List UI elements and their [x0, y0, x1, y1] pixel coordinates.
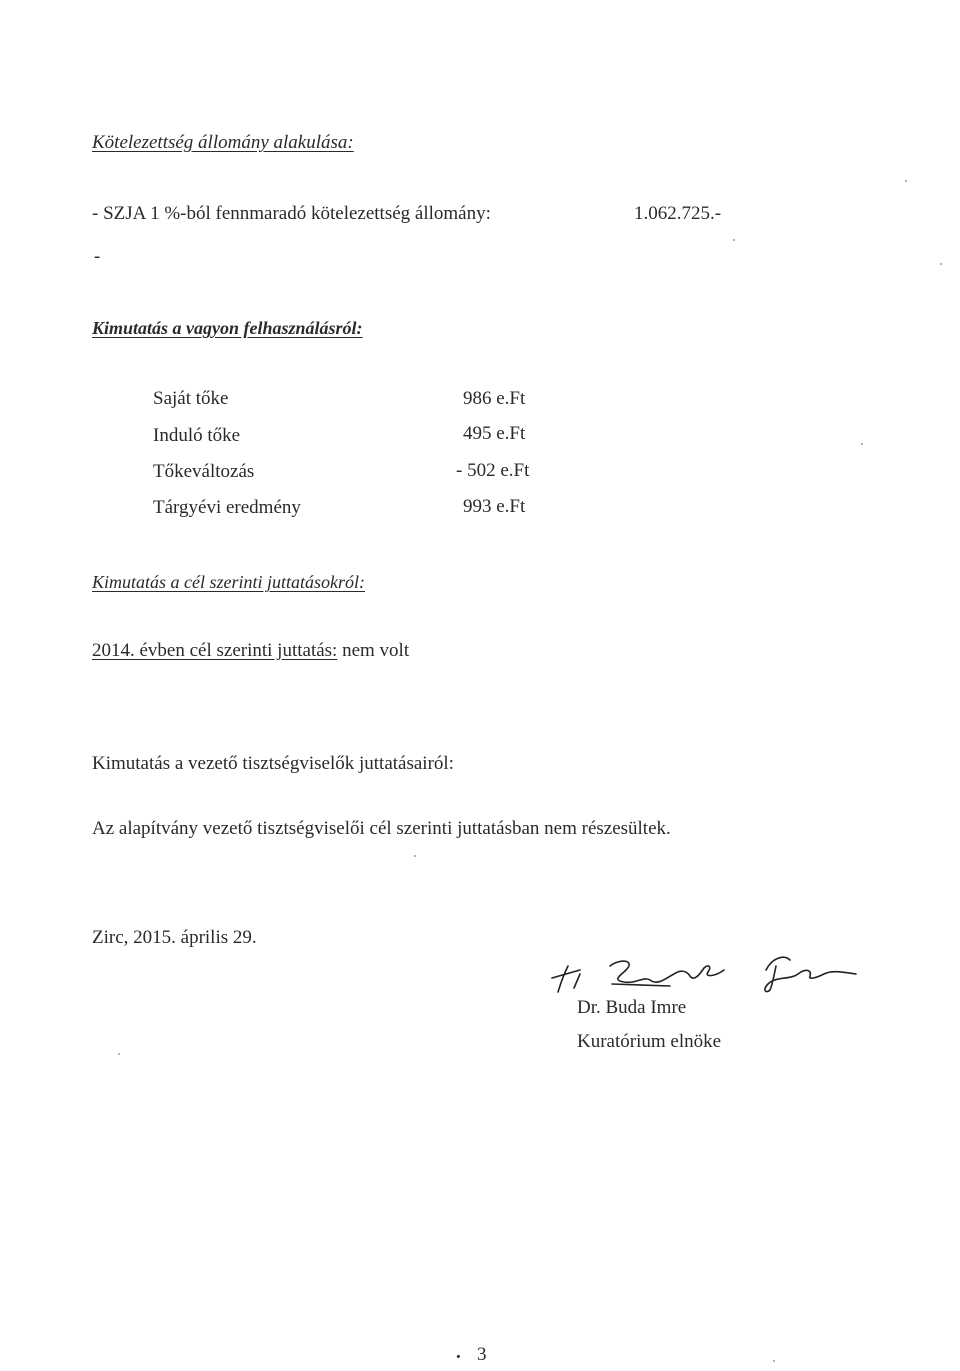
signer-title: Kuratórium elnöke — [577, 1031, 722, 1052]
scan-speck — [733, 239, 735, 241]
officer-benefits-text: Az alapítvány vezető tisztségviselői cél szerinti juttatásban nem részesültek. — [92, 818, 671, 839]
szja-liability-label: - SZJA 1 %-ból fennmaradó kötelezettség állomány: — [92, 203, 491, 224]
scan-speck — [414, 855, 416, 857]
asset-row-label: Tőkeváltozás — [153, 461, 255, 482]
asset-row-label: Induló tőke — [153, 425, 241, 446]
scan-speck — [940, 263, 942, 265]
scan-speck — [118, 1053, 120, 1055]
asset-row-label: Saját tőke — [153, 388, 229, 409]
handwritten-signature — [540, 940, 880, 1000]
place-date: Zirc, 2015. április 29. — [92, 927, 257, 948]
page-number: 3 — [477, 1344, 487, 1365]
target-benefits-text — [92, 640, 409, 662]
asset-row-value: - 502 e.Ft — [456, 460, 530, 481]
scan-speck — [773, 1360, 775, 1362]
liabilities-heading: Kötelezettség állomány alakulása: — [92, 132, 354, 153]
signer-name: Dr. Buda Imre — [577, 997, 687, 1018]
scan-speck — [905, 180, 907, 182]
asset-usage-heading: Kimutatás a vagyon felhasználásról: — [92, 318, 363, 338]
asset-row-value: 986 e.Ft — [463, 388, 526, 409]
target-benefits-heading: Kimutatás a cél szerinti juttatásokról: — [92, 572, 365, 592]
scan-speck — [861, 443, 863, 445]
target-benefits-text-underlined: 2014. évben cél szerinti juttatás: — [92, 640, 338, 661]
asset-row-value: 495 e.Ft — [463, 423, 526, 444]
target-benefits-text-rest: nem volt — [337, 640, 410, 661]
page-dot: . — [456, 1342, 461, 1363]
officer-benefits-heading: Kimutatás a vezető tisztségviselők juttatásairól: — [92, 753, 454, 774]
szja-liability-value: 1.062.725.- — [634, 203, 722, 224]
stray-dash: - — [94, 246, 101, 267]
asset-row-label: Tárgyévi eredmény — [153, 497, 301, 518]
asset-row-value: 993 e.Ft — [463, 496, 526, 517]
